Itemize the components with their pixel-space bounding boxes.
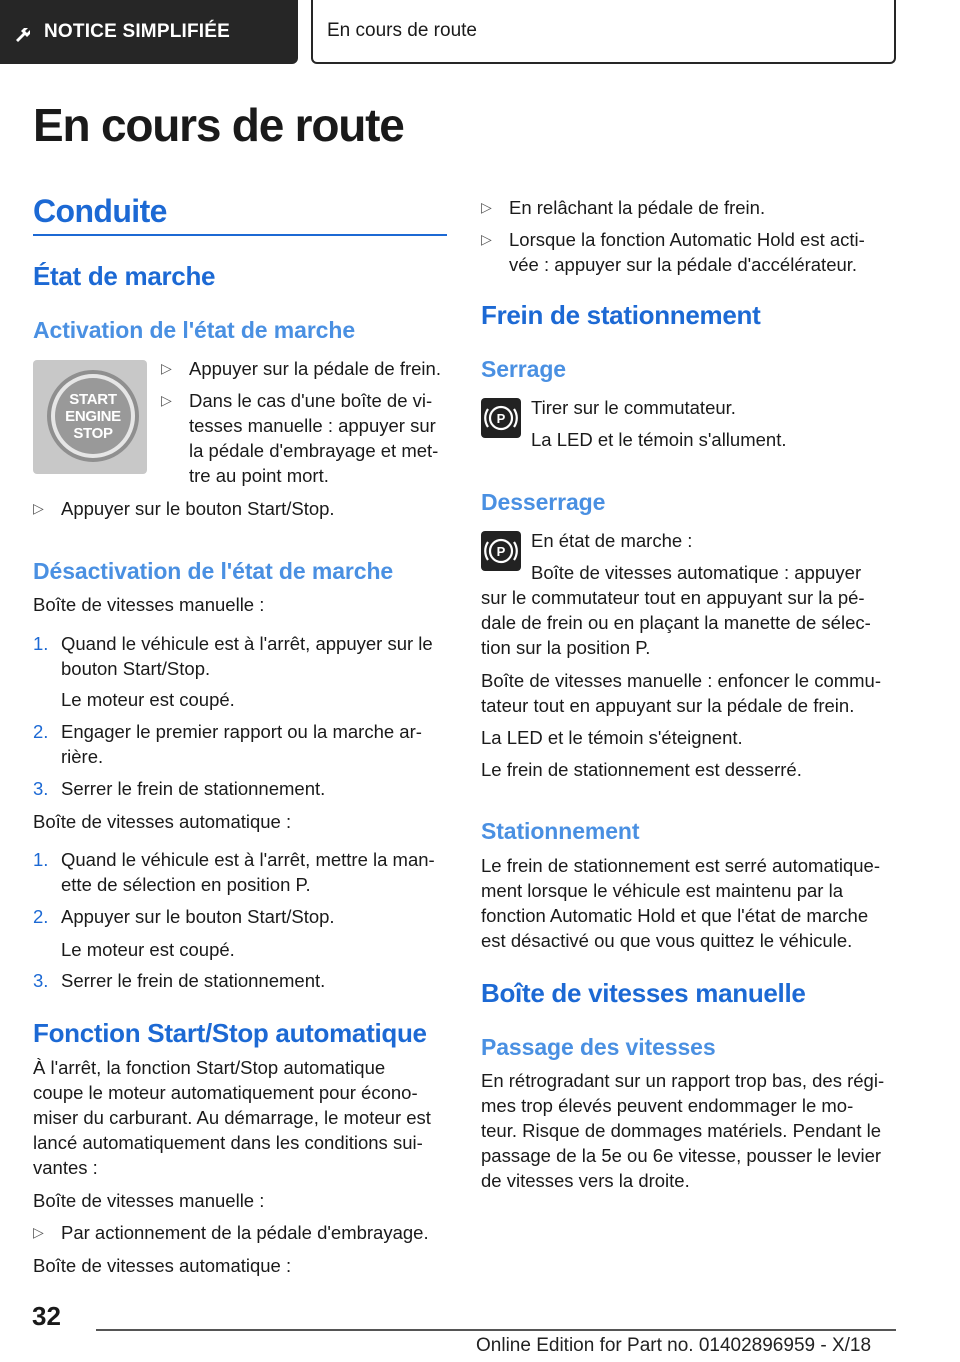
header-section: [311, 0, 896, 64]
paragraph: La LED et le témoin s'éteignent.: [481, 727, 743, 748]
paragraph: Le frein de stationnement est serré automatique- ment lorsque le véhicule est maintenu par la fonction Automatic Hold et que l'état de marche est désactivé ou que vous quittez le véhicule.: [481, 855, 881, 951]
start-stop-button-image: [33, 360, 147, 474]
header-tab[interactable]: [0, 0, 298, 64]
bullet-icon: ▷: [33, 500, 44, 516]
parking-brake-icon: [481, 531, 521, 571]
bullet-icon: ▷: [33, 1224, 44, 1240]
button-text-stop: STOP: [73, 424, 113, 442]
heading-frein-stationnement: Frein de stationnement: [481, 300, 761, 330]
button-text-start: START: [69, 390, 117, 408]
header-section-label: En cours de route: [327, 20, 477, 41]
paragraph-start-stop: À l'arrêt, la fonction Start/Stop automatique coupe le moteur automatiquement pour écono- miser du carburant. Au démarrage, le moteur est lancé automatiquement dans les conditions sui- vantes :: [33, 1057, 431, 1178]
button-face: [55, 378, 131, 454]
paragraph: Boîte de vitesses manuelle : enfoncer le commu- tateur tout en appuyant sur la pédale de frein.: [481, 670, 881, 716]
paragraph: Le moteur est coupé.: [61, 939, 235, 960]
heading-passage: Passage des vitesses: [481, 1034, 716, 1060]
heading-serrage: Serrage: [481, 356, 566, 382]
paragraph: sur le commutateur tout en appuyant sur la pé- dale de frein ou en plaçant la manette de sélec- tion sur la position P.: [481, 587, 871, 658]
heading-rule: [33, 234, 447, 236]
label-ss-manual: Boîte de vitesses manuelle :: [33, 1190, 265, 1211]
wrench-icon: [14, 26, 36, 42]
label-auto: Boîte de vitesses automatique :: [33, 811, 292, 832]
heading-desactivation: Désactivation de l'état de marche: [33, 558, 394, 584]
bullet-icon: ▷: [161, 360, 172, 376]
heading-desserrage: Desserrage: [481, 489, 606, 515]
footer-edition: Online Edition for Part no. 01402896959 - X/18: [476, 1335, 872, 1356]
page-number: 32: [32, 1301, 61, 1331]
parking-brake-icon: [481, 398, 521, 438]
heading-etat-de-marche: État de marche: [33, 261, 216, 291]
header-tab-label: NOTICE SIMPLIFIÉE: [44, 21, 231, 42]
button-text-engine: ENGINE: [65, 407, 121, 425]
paragraph: Tirer sur le commutateur.: [531, 397, 736, 418]
paragraph: La LED et le témoin s'allument.: [531, 429, 787, 450]
label-manual: Boîte de vitesses manuelle :: [33, 594, 265, 615]
paragraph: Boîte de vitesses automatique : appuyer: [531, 562, 862, 583]
heading-boite-manuelle: Boîte de vitesses manuelle: [481, 978, 806, 1008]
paragraph: En rétrogradant sur un rapport trop bas, des régi- mes trop élevés peuvent endommager le mo- teur. Risque de dommages matériels. Pendant le passage de la 5e ou 6e vitesse, pousser le levier de vitesses vers la droite.: [481, 1070, 885, 1191]
paragraph: Le moteur est coupé.: [61, 689, 235, 710]
bullet-icon: ▷: [161, 392, 172, 408]
label-ss-auto: Boîte de vitesses automatique :: [33, 1255, 292, 1276]
svg-text:P: P: [496, 544, 506, 559]
footer-rule: [96, 1329, 896, 1331]
heading-stationnement: Stationnement: [481, 818, 640, 844]
heading-conduite: Conduite: [33, 193, 167, 229]
heading-activation: Activation de l'état de marche: [33, 317, 356, 343]
page-title: En cours de route: [33, 99, 404, 151]
bullet-icon: ▷: [481, 231, 492, 247]
svg-text:P: P: [496, 411, 506, 426]
bullet-icon: ▷: [481, 199, 492, 215]
paragraph: Le frein de stationnement est desserré.: [481, 759, 802, 780]
heading-start-stop: Fonction Start/Stop automatique: [33, 1018, 427, 1048]
paragraph: En état de marche :: [531, 530, 693, 551]
